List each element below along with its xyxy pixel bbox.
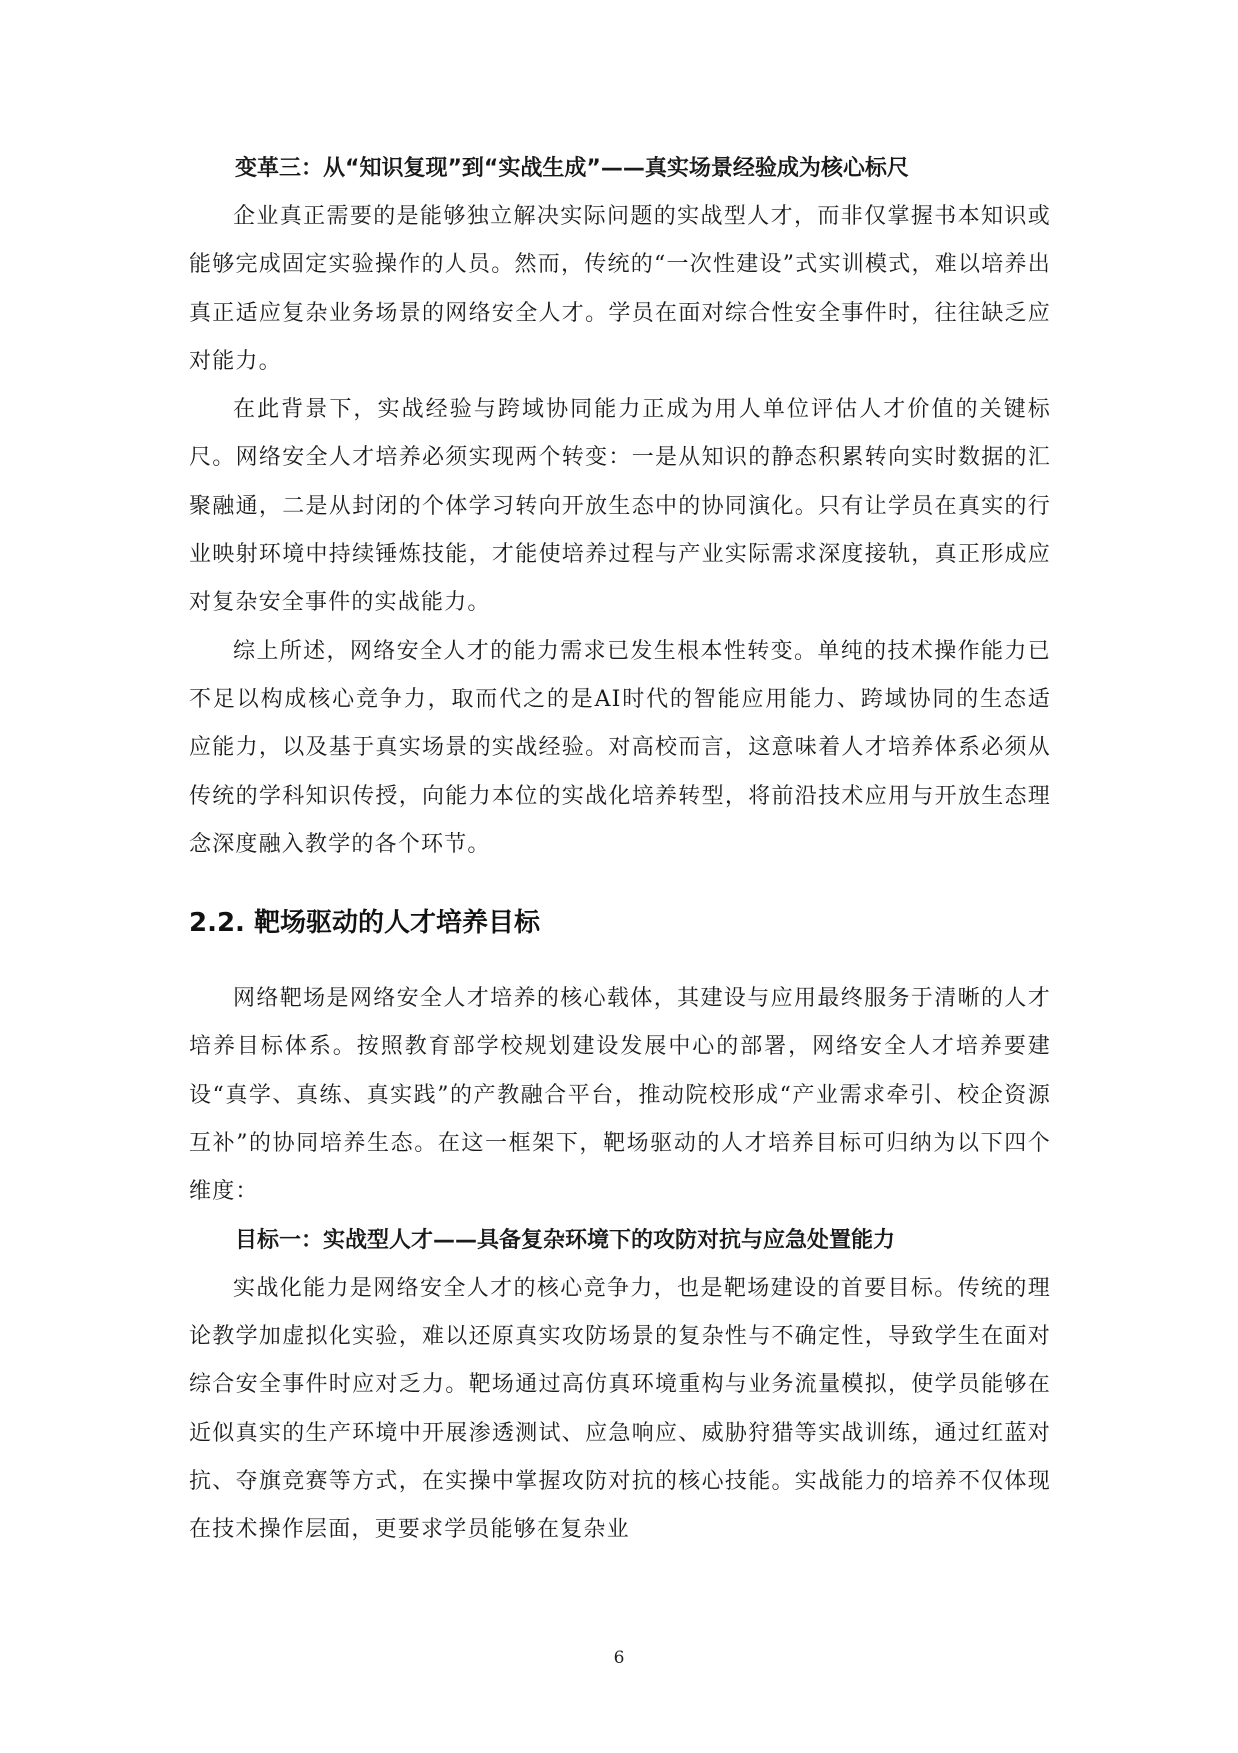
paragraph-goal-1: 实战化能力是网络安全人才的核心竞争力，也是靶场建设的首要目标。传统的理论教学加虚拟化实验，难以还原真实攻防场景的复杂性与不确定性，导致学生在面对综合安全事件时应对乏力。靶场通过高仿真环境重构与业务流量模拟，使学员能够在近似真实的生产环境中开展渗透测试、应急响应、威胁狩猎等实战训练，通过红蓝对抗、夺旗竞赛等方式，在实操中掌握攻防对抗的核心技能。实战能力的培养不仅体现在技术操作层面，更要求学员能够在复杂业 — [189, 1275, 1051, 1543]
page-number: 6 — [613, 1648, 625, 1668]
paragraph: 综上所述，网络安全人才的能力需求已发生根本性转变。单纯的技术操作能力已不足以构成核心竞争力，取而代之的是AI时代的智能应用能力、跨域协同的生态适应能力，以及基于真实场景的实战经验。对高校而言，这意味着人才培养体系必须从传统的学科知识传授，向能力本位的实战化培养转型，将前沿技术应用与开放生态理念深度融入教学的各个环节。 — [189, 638, 1051, 857]
paragraph-intro: 网络靶场是网络安全人才培养的核心载体，其建设与应用最终服务于清晰的人才培养目标体系。按照教育部学校规划建设发展中心的部署，网络安全人才培养要建设“真学、真练、真实践”的产教融合平台，推动院校形成“产业需求牵引、校企资源互补”的协同培养生态。在这一框架下，靶场驱动的人才培养目标可归纳为以下四个维度： — [189, 986, 1051, 1205]
goal-heading-1: 目标一：实战型人才——具备复杂环境下的攻防对抗与应急处置能力 — [235, 1227, 896, 1253]
section-heading: 2.2. 靶场驱动的人才培养目标 — [189, 908, 540, 939]
paragraph: 企业真正需要的是能够独立解决实际问题的实战型人才，而非仅掌握书本知识或能够完成固定实验操作的人员。然而，传统的“一次性建设”式实训模式，难以培养出真正适应复杂业务场景的网络安全人才。学员在面对综合性安全事件时，往往缺乏应对能力。 — [189, 204, 1051, 374]
paragraph: 在此背景下，实战经验与跨域协同能力正成为用人单位评估人才价值的关键标尺。网络安全人才培养必须实现两个转变：一是从知识的静态积累转向实时数据的汇聚融通，二是从封闭的个体学习转向开放生态中的协同演化。只有让学员在真实的行业映射环境中持续锤炼技能，才能使培养过程与产业实际需求深度接轨，真正形成应对复杂安全事件的实战能力。 — [189, 397, 1051, 616]
page-body — [189, 145, 1051, 1554]
sub-heading-transformation-3: 变革三：从“知识复现”到“实战生成”——真实场景经验成为核心标尺 — [235, 156, 909, 181]
